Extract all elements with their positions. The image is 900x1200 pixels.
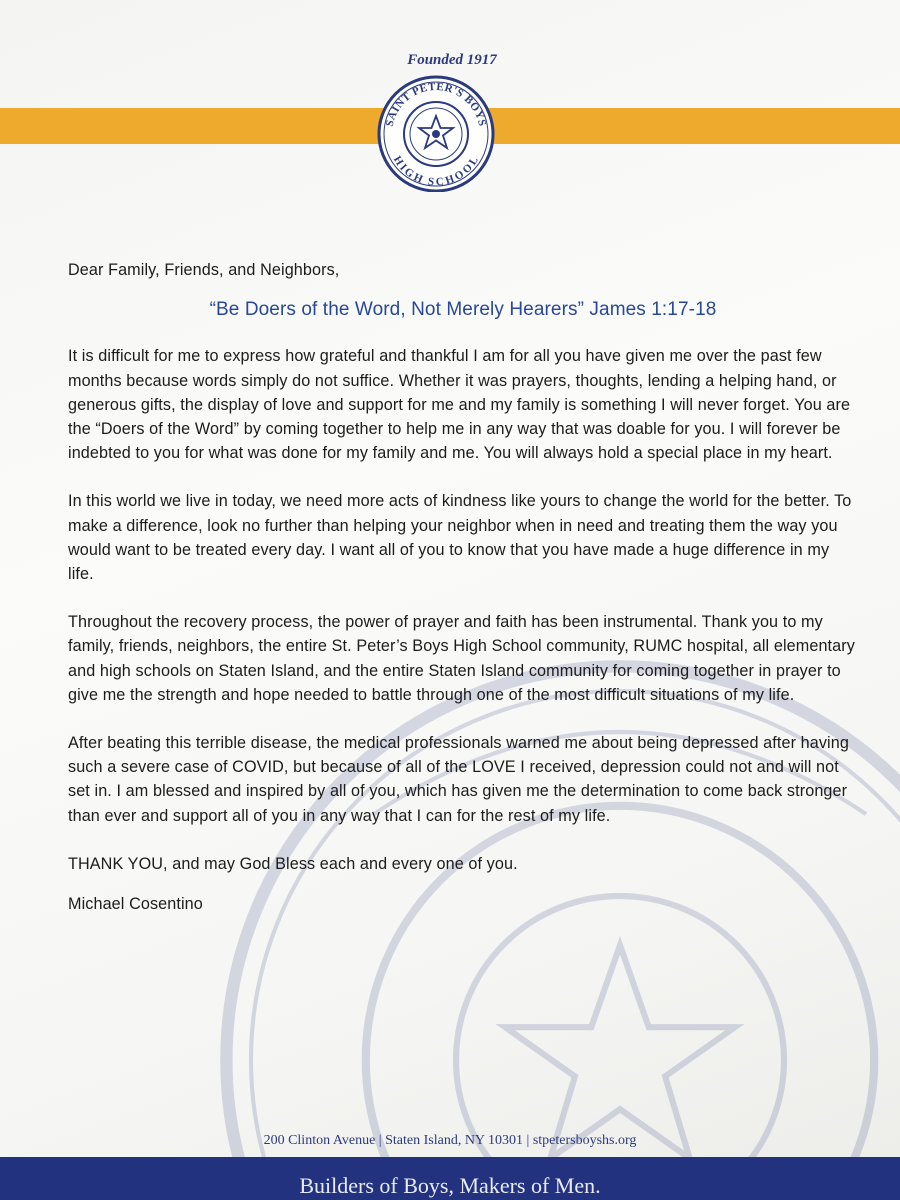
scripture-verse: “Be Doers of the Word, Not Merely Hearers” James 1:17-18 <box>209 299 717 321</box>
closing-line: THANK YOU, and may God Bless each and every one of you. <box>68 854 518 873</box>
founded-year: Founded 1917 <box>407 52 497 68</box>
paragraph-gratitude: It is difficult for me to express how grateful and thankful I am for all you have given me over the past few months because words simply do not suffice. Whether it was prayers, thoughts, lending a helping hand, or generous gifts, the display of love and support for me and my family is something I will never forget. You are the “Doers of the Word” by coming together to help me in any way that was doable for you. I will forever be indebted to you for what was done for my family and me. You will always hold a special place in my heart. <box>68 347 851 463</box>
signature-name: Michael Cosentino <box>68 895 203 914</box>
paragraph-determination: After beating this terrible disease, the medical professionals warned me about being depressed after having such a severe case of COVID, but because of all of the LOVE I received, depression could not and will not set in. I am blessed and inspired by all of you, which has given me the determination to come back stronger than ever and support all of you in any way that I can for the rest of my life. <box>68 734 849 825</box>
letter-body <box>68 258 858 916</box>
paragraph-recovery: Throughout the recovery process, the power of prayer and faith has been instrumental. Thank you to my family, friends, neighbors, the entire St. Peter’s Boys High School community, RUMC hospital, all elementary and high schools on Staten Island, and the entire Staten Island community for coming together in prayer to give me the strength and hope needed to battle through one of the most difficult situations of my life. <box>68 613 855 704</box>
svg-text:HIGH SCHOOL: HIGH SCHOOL <box>390 153 482 189</box>
salutation: Dear Family, Friends, and Neighbors, <box>68 261 340 279</box>
svg-text:SAINT PETER'S BOYS: SAINT PETER'S BOYS <box>383 80 489 128</box>
school-motto: Builders of Boys, Makers of Men. <box>299 1173 601 1198</box>
school-address: 200 Clinton Avenue | Staten Island, NY 10301 | stpetersboyshs.org <box>263 1133 637 1148</box>
paragraph-kindness: In this world we live in today, we need more acts of kindness like yours to change the world for the better. To make a difference, look no further than helping your neighbor when in need and treating them the way you would want to be treated every day. I want all of you to know that you have made a huge difference in my life. <box>68 492 852 584</box>
school-seal-logo <box>372 72 500 192</box>
